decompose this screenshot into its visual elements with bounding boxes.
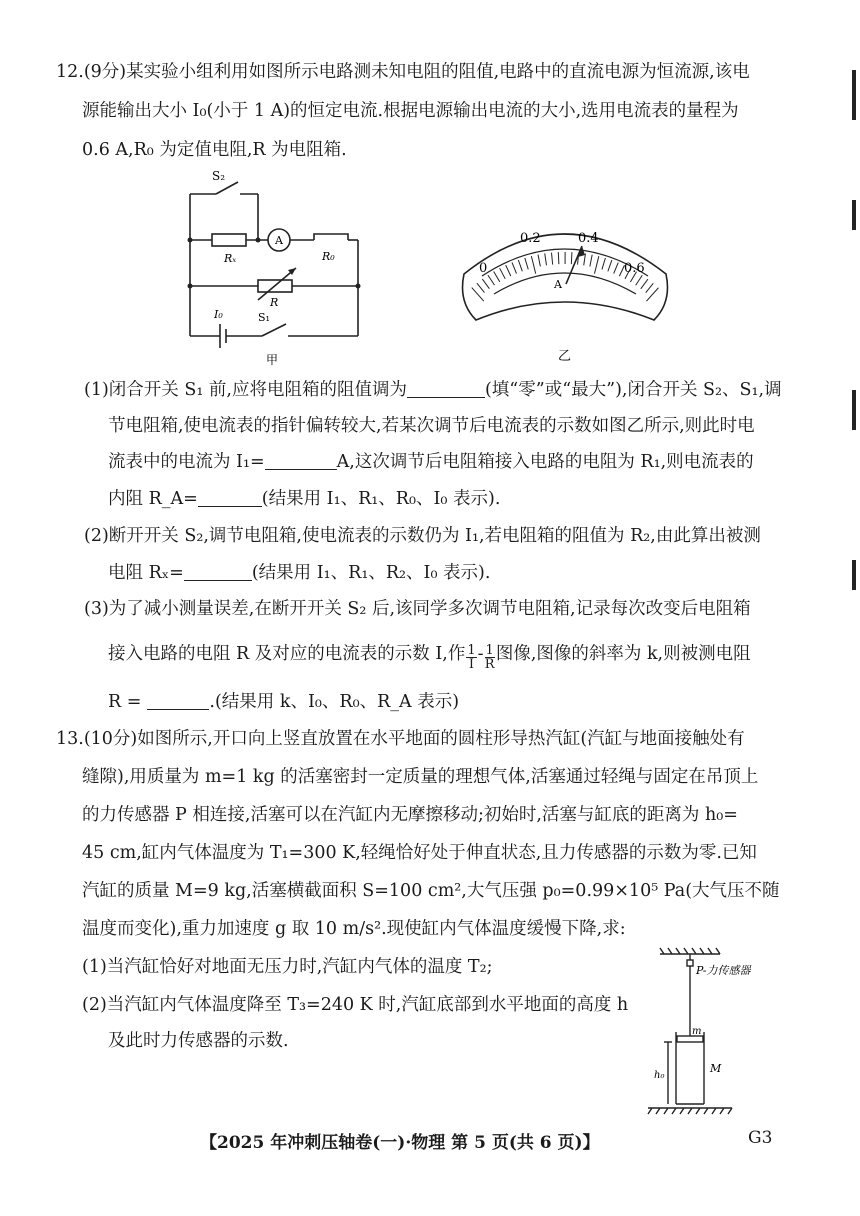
scan-edge-mark	[852, 200, 856, 230]
dial-tick	[571, 252, 572, 264]
caption-jia: 甲	[266, 353, 279, 366]
dial-tick	[614, 263, 619, 274]
rx-label: Rₓ	[224, 252, 237, 265]
dial-tick	[518, 260, 522, 271]
q12-p1-c: 流表中的电流为 I₁= A,这次调节后电阻箱接入电路的电阻为 R₁,则电流表的	[108, 452, 754, 472]
answer-blank-1[interactable]	[407, 379, 485, 398]
tick-label-0.4: 0.4	[578, 231, 599, 246]
q13-line-1: 13.(10分)如图所示,开口向上竖直放置在水平地面的圆柱形导热汽缸(汽缸与地面接触处有	[56, 729, 745, 749]
q13-line-6: 温度而变化),重力加速度 g 取 10 m/s².现使缸内气体温度缓慢下降,求:	[82, 919, 626, 939]
q12-p1-b: 节电阻箱,使电流表的指针偏转较大,若某次调节后电流表的示数如图乙所示,则此时电	[108, 416, 755, 436]
sensor-label: P-力传感器	[696, 964, 751, 977]
q12-p3-a: (3)为了减小测量误差,在断开开关 S₂ 后,该同学多次调节电阻箱,记录每次改变后电阻箱	[84, 599, 751, 619]
s2-label: S₂	[212, 169, 226, 183]
q13-line-5: 汽缸的质量 M=9 kg,活塞横截面积 S=100 cm²,大气压强 p₀=0.99×10⁵ Pa(大气压不随	[82, 881, 780, 901]
dial-tick	[525, 258, 528, 269]
dial-tick	[531, 256, 535, 273]
ammeter-dial-yi	[454, 202, 676, 368]
q12-p1-a: (1)闭合开关 S₁ 前,应将电阻箱的阻值调为 (填“零”或“最大”),闭合开关 S₂、S₁,调	[84, 380, 782, 400]
caption-yi: 乙	[558, 349, 572, 364]
dial-tick	[545, 253, 547, 265]
dial-tick	[636, 275, 643, 285]
fraction-1-over-i: $\frac{1}{I}$	[467, 643, 476, 672]
answer-blank-3[interactable]	[198, 488, 262, 507]
q13-line-2: 缝隙),用质量为 m=1 kg 的活塞密封一定质量的理想气体,活塞通过轻绳与固定在吊顶上	[82, 767, 759, 787]
dial-tick	[500, 268, 506, 279]
fraction-1-over-r: $\frac{1}{R}$	[484, 643, 495, 672]
circuit-diagram-jia	[178, 164, 378, 366]
q13-line-4: 45 cm,缸内气体温度为 T₁=300 K,轻绳恰好处于伸直状态,且力传感器的示数为零.已知	[82, 843, 757, 863]
dial-tick	[552, 253, 553, 265]
q12-p3-c: R = .(结果用 k、I₀、R₀、R_A 表示)	[108, 692, 460, 712]
page-footer: 【2025 年冲刺压轴卷(一)·物理 第 5 页(共 6 页)】	[200, 1133, 600, 1153]
dial-tick	[608, 260, 612, 271]
paper-code: G3	[748, 1128, 773, 1148]
dial-tick	[482, 279, 489, 289]
dial-tick	[494, 272, 500, 282]
dial-tick	[590, 255, 592, 267]
q13-line-9: 及此时力传感器的示数.	[108, 1031, 289, 1051]
dial-tick	[594, 256, 598, 273]
tick-label-0.2: 0.2	[520, 231, 541, 246]
r0-label: R₀	[322, 250, 335, 263]
answer-blank-4[interactable]	[184, 562, 252, 581]
piston-mass-label: m	[692, 1026, 702, 1037]
dial-tick	[646, 283, 654, 292]
dial-tick	[602, 258, 605, 269]
cylinder-mass-label: M	[710, 1062, 722, 1075]
dial-tick	[558, 252, 559, 264]
q13-line-3: 的力传感器 P 相连接,活塞可以在汽缸内无摩擦移动;初始时,活塞与缸底的距离为 h₀=	[82, 805, 738, 825]
dial-unit: A	[554, 278, 562, 291]
tick-label-0: 0	[479, 261, 488, 276]
q12-p2-b: 电阻 Rₓ= (结果用 I₁、R₁、R₂、I₀ 表示).	[108, 563, 491, 583]
answer-blank-2[interactable]	[265, 451, 337, 470]
h0-label: h₀	[654, 1070, 665, 1081]
q12-line-1: 12.(9分)某实验小组利用如图所示电路测未知电阻的阻值,电路中的直流电源为恒流源,该电	[56, 62, 750, 82]
q12-p3-b: 接入电路的电阻 R 及对应的电流表的示数 I,作 $\frac{1}{I}$ - $\frac{1}{R}$ 图像,图像的斜率为 k,则被测电阻	[108, 643, 751, 672]
dial-tick	[488, 275, 495, 285]
dial-tick	[538, 255, 540, 267]
s1-label: S₁	[258, 311, 270, 324]
scan-edge-mark	[852, 560, 856, 590]
dial-tick	[506, 265, 511, 276]
q12-p1-d: 内阻 R_A= (结果用 I₁、R₁、R₀、I₀ 表示).	[108, 489, 501, 509]
scan-edge-mark	[852, 70, 856, 120]
r-label: R	[270, 296, 279, 309]
answer-blank-5[interactable]	[147, 691, 209, 710]
ammeter-label: A	[275, 234, 283, 247]
q13-line-8: (2)当汽缸内气体温度降至 T₃=240 K 时,汽缸底部到水平地面的高度 h	[82, 995, 629, 1015]
dial-tick	[512, 262, 517, 273]
cylinder-diagram	[640, 944, 790, 1116]
dial-tick	[477, 283, 485, 292]
q13-line-7: (1)当汽缸恰好对地面无压力时,汽缸内气体的温度 T₂;	[82, 957, 493, 977]
i0-label: I₀	[214, 308, 223, 321]
scan-edge-mark	[852, 390, 856, 430]
q12-line-3: 0.6 A,R₀ 为定值电阻,R 为电阻箱.	[82, 140, 347, 160]
q12-p2-a: (2)断开开关 S₂,调节电阻箱,使电流表的示数仍为 I₁,若电阻箱的阻值为 R₂,由此算出被测	[84, 526, 761, 546]
dial-tick	[641, 279, 648, 289]
tick-label-0.6: 0.6	[624, 261, 645, 276]
q12-line-2: 源能输出大小 I₀(小于 1 A)的恒定电流.根据电源输出电流的大小,选用电流表的量程为	[82, 101, 739, 121]
